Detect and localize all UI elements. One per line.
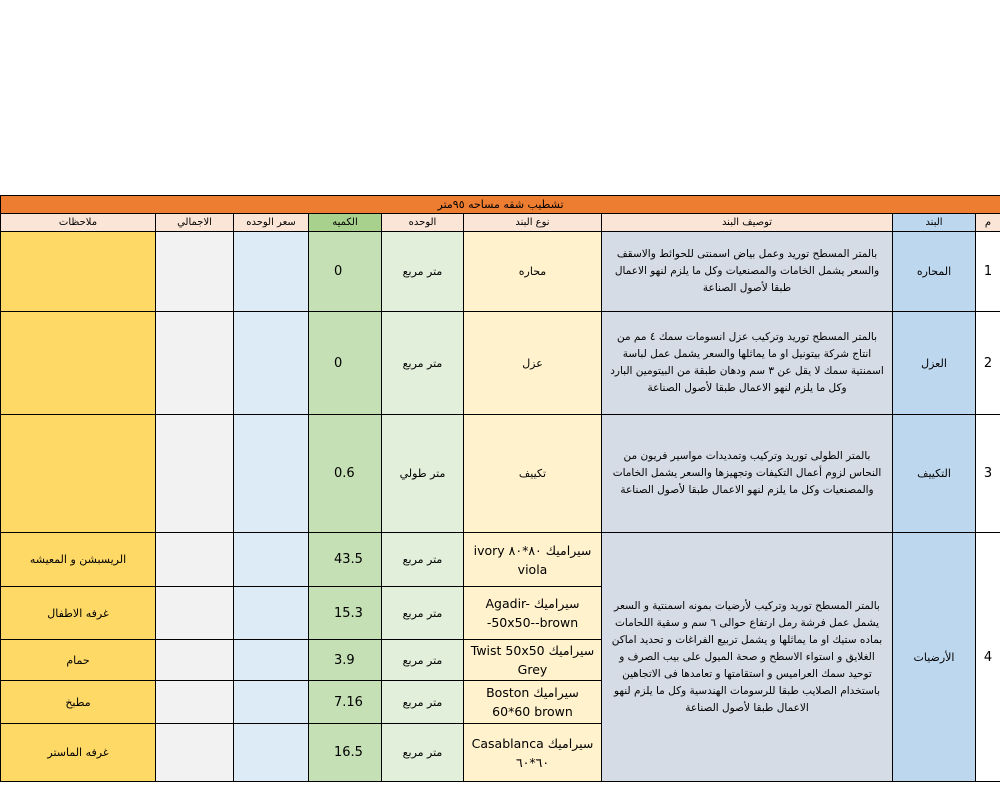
quantity-cell[interactable]: 7.16 — [309, 681, 382, 724]
unit-cell[interactable]: متر مربع — [382, 232, 464, 312]
notes-cell[interactable]: الريسبشن و المعيشه — [1, 533, 156, 587]
quantity-cell[interactable]: 0 — [309, 232, 382, 312]
item-type-cell[interactable]: تكييف — [464, 415, 602, 533]
item-type-cell[interactable]: محاره — [464, 232, 602, 312]
unit-price-cell[interactable] — [234, 587, 309, 640]
item-cell[interactable]: المحاره — [893, 232, 976, 312]
unit-cell[interactable]: متر مربع — [382, 312, 464, 415]
unit-cell[interactable]: متر مربع — [382, 681, 464, 724]
notes-cell[interactable] — [1, 232, 156, 312]
row-number-cell[interactable]: 2 — [976, 312, 1000, 415]
unit-cell[interactable]: متر مربع — [382, 587, 464, 640]
item-type-cell[interactable]: سيراميك Twist 50x50 Grey — [464, 640, 602, 681]
item-cell[interactable]: الأرضيات — [893, 533, 976, 782]
header-item[interactable]: البند — [893, 214, 976, 232]
quantity-cell[interactable]: 43.5 — [309, 533, 382, 587]
table-row — [1, 312, 1000, 415]
header-unit-price[interactable]: سعر الوحده — [234, 214, 309, 232]
description-cell[interactable]: بالمتر المسطح توريد وتركيب لأرضيات بمونه اسمنتية و السعر يشمل عمل فرشة رمل ارتفاع حوالى ٦ سم و سقية اللحامات بماده ستيك او ما يماثلها و يشمل تربيع الفراغات و تحديد اماكن الغلايق و استواء الاسطح و صحة الميول على بيب الصرف و توحيد سمك العراميس و استقامتها و تعامدها فى الاتجاهين باستخدام الصلايب طبقا للرسومات الهندسية وكل ما يلزم لنهو الاعمال طبقا لأصول الصناعة — [602, 533, 893, 782]
unit-cell[interactable]: متر مربع — [382, 533, 464, 587]
table-row — [1, 415, 1000, 533]
total-cell[interactable] — [156, 312, 234, 415]
table-row — [1, 232, 1000, 312]
quantity-cell[interactable]: 16.5 — [309, 724, 382, 782]
notes-cell[interactable]: غرفه الماستر — [1, 724, 156, 782]
item-type-cell[interactable]: عزل — [464, 312, 602, 415]
item-cell[interactable]: العزل — [893, 312, 976, 415]
table-row — [1, 533, 1000, 587]
notes-cell[interactable]: غرفه الاطفال — [1, 587, 156, 640]
unit-price-cell[interactable] — [234, 724, 309, 782]
notes-cell[interactable] — [1, 415, 156, 533]
quantity-cell[interactable]: 0.6 — [309, 415, 382, 533]
item-type-cell[interactable]: سيراميك Agadir-50x50--brown- — [464, 587, 602, 640]
unit-price-cell[interactable] — [234, 640, 309, 681]
boq-sheet — [0, 195, 1000, 782]
total-cell[interactable] — [156, 587, 234, 640]
unit-cell[interactable]: متر مربع — [382, 640, 464, 681]
header-unit[interactable]: الوحده — [382, 214, 464, 232]
description-cell[interactable]: بالمتر الطولى توريد وتركيب وتمديدات مواسير فريون من النحاس لزوم أعمال التكيفات وتجهيزها والسعر يشمل الخامات والمصنعيات وكل ما يلزم لنهو الاعمال طبقا لأصول الصناعة — [602, 415, 893, 533]
header-total[interactable]: الاجمالي — [156, 214, 234, 232]
quantity-cell[interactable]: 0 — [309, 312, 382, 415]
item-cell[interactable]: التكييف — [893, 415, 976, 533]
quantity-cell[interactable]: 15.3 — [309, 587, 382, 640]
header-quantity[interactable]: الكميه — [309, 214, 382, 232]
description-cell[interactable]: بالمتر المسطح توريد وعمل بياض اسمنتى للحوائط والاسقف والسعر يشمل الخامات والمصنعيات وكل ما يلزم لنهو الاعمال طبقا لأصول الصناعة — [602, 232, 893, 312]
quantity-cell[interactable]: 3.9 — [309, 640, 382, 681]
unit-price-cell[interactable] — [234, 312, 309, 415]
item-type-cell[interactable]: سيراميك Boston 60*60 brown — [464, 681, 602, 724]
unit-price-cell[interactable] — [234, 415, 309, 533]
header-notes[interactable]: ملاحظات — [1, 214, 156, 232]
notes-cell[interactable]: حمام — [1, 640, 156, 681]
notes-cell[interactable]: مطبخ — [1, 681, 156, 724]
total-cell[interactable] — [156, 724, 234, 782]
header-description[interactable]: توصيف البند — [602, 214, 893, 232]
unit-cell[interactable]: متر مربع — [382, 724, 464, 782]
sheet-title[interactable]: تشطيب شقه مساحه ٩٥متر — [1, 196, 1000, 214]
header-item-type[interactable]: نوع البند — [464, 214, 602, 232]
description-cell[interactable]: بالمتر المسطح توريد وتركيب عزل انسومات سمك ٤ مم من انتاج شركة بيتونيل او ما يماثلها والسعر يشمل عمل لباسة اسمنتية سمك لا يقل عن ٣ سم ودهان طبقة من البيتومين البارد وكل ما يلزم لنهو الاعمال طبقا لأصول الصناعة — [602, 312, 893, 415]
header-number[interactable]: م — [976, 214, 1000, 232]
row-number-cell[interactable]: 4 — [976, 533, 1000, 782]
total-cell[interactable] — [156, 232, 234, 312]
unit-price-cell[interactable] — [234, 681, 309, 724]
notes-cell[interactable] — [1, 312, 156, 415]
total-cell[interactable] — [156, 415, 234, 533]
unit-cell[interactable]: متر طولي — [382, 415, 464, 533]
item-type-cell[interactable]: سيراميك ٨٠*٨٠ ivory viola — [464, 533, 602, 587]
unit-price-cell[interactable] — [234, 533, 309, 587]
total-cell[interactable] — [156, 533, 234, 587]
total-cell[interactable] — [156, 681, 234, 724]
item-type-cell[interactable]: سيراميك Casablanca ٦٠*٦٠ — [464, 724, 602, 782]
row-number-cell[interactable]: 3 — [976, 415, 1000, 533]
unit-price-cell[interactable] — [234, 232, 309, 312]
row-number-cell[interactable]: 1 — [976, 232, 1000, 312]
total-cell[interactable] — [156, 640, 234, 681]
